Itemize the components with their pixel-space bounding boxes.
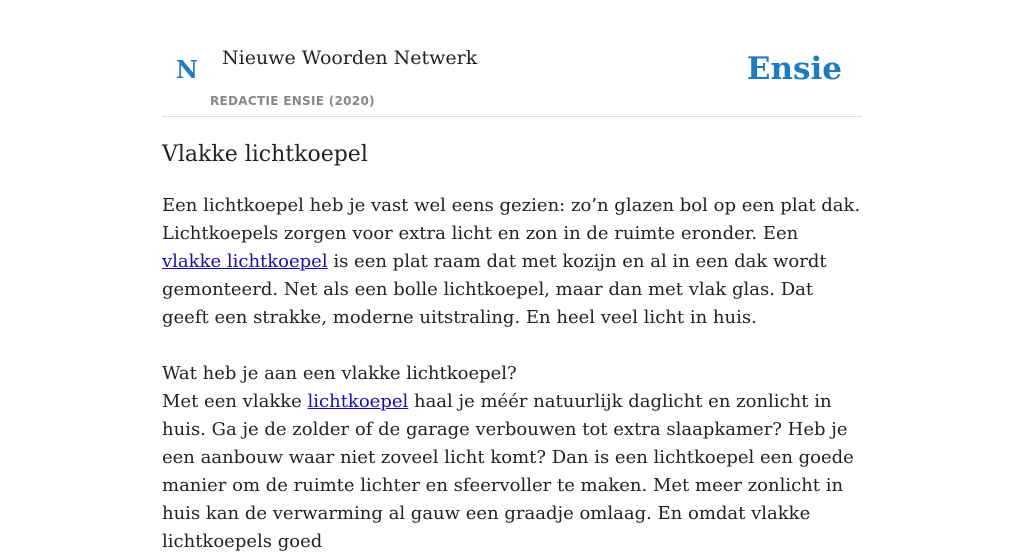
brand-logo[interactable]: Ensie (746, 51, 842, 87)
intro-text-start: Een lichtkoepel heb je vast wel eens gezien: zo’n glazen bol op een plat dak. Lichtkoepels zorgen voor extra licht en zon in de ruimte eronder. Een (162, 195, 861, 244)
intro-paragraph (162, 192, 862, 332)
author-byline: REDACTIE ENSIE (2020) (210, 94, 375, 108)
answer-paragraph (162, 388, 862, 556)
vlakke-lichtkoepel-link[interactable]: vlakke lichtkoepel (162, 251, 328, 272)
site-header (162, 0, 862, 117)
logo-letter[interactable]: N (176, 55, 198, 84)
answer-text-end: haal je méér natuurlijk daglicht en zonlicht in huis. Ga je de zolder of de garage verbouwen tot extra slaapkamer? Heb je een aanbouw waar niet zoveel licht komt? Dan is een lichtkoepel een goede manier om de ruimte lichter en sfeervoller te maken. Met meer zonlicht in huis kan de verwarming al gauw een graadje omlaag. En omdat vlakke lichtkoepels goed (162, 391, 854, 552)
question-heading: Wat heb je aan een vlakke lichtkoepel? (162, 363, 517, 384)
site-name[interactable]: Nieuwe Woorden Netwerk (222, 47, 478, 69)
article-title: Vlakke lichtkoepel (162, 142, 368, 167)
intro-text-end: is een plat raam dat met kozijn en al in een dak wordt gemonteerd. Net als een bolle lichtkoepel, maar dan met vlak glas. Dat geeft een strakke, moderne uitstraling. En heel veel licht in huis. (162, 251, 827, 328)
lichtkoepel-link[interactable]: lichtkoepel (307, 391, 409, 412)
article-body (162, 136, 862, 556)
answer-text-start: Met een vlakke (162, 391, 308, 412)
